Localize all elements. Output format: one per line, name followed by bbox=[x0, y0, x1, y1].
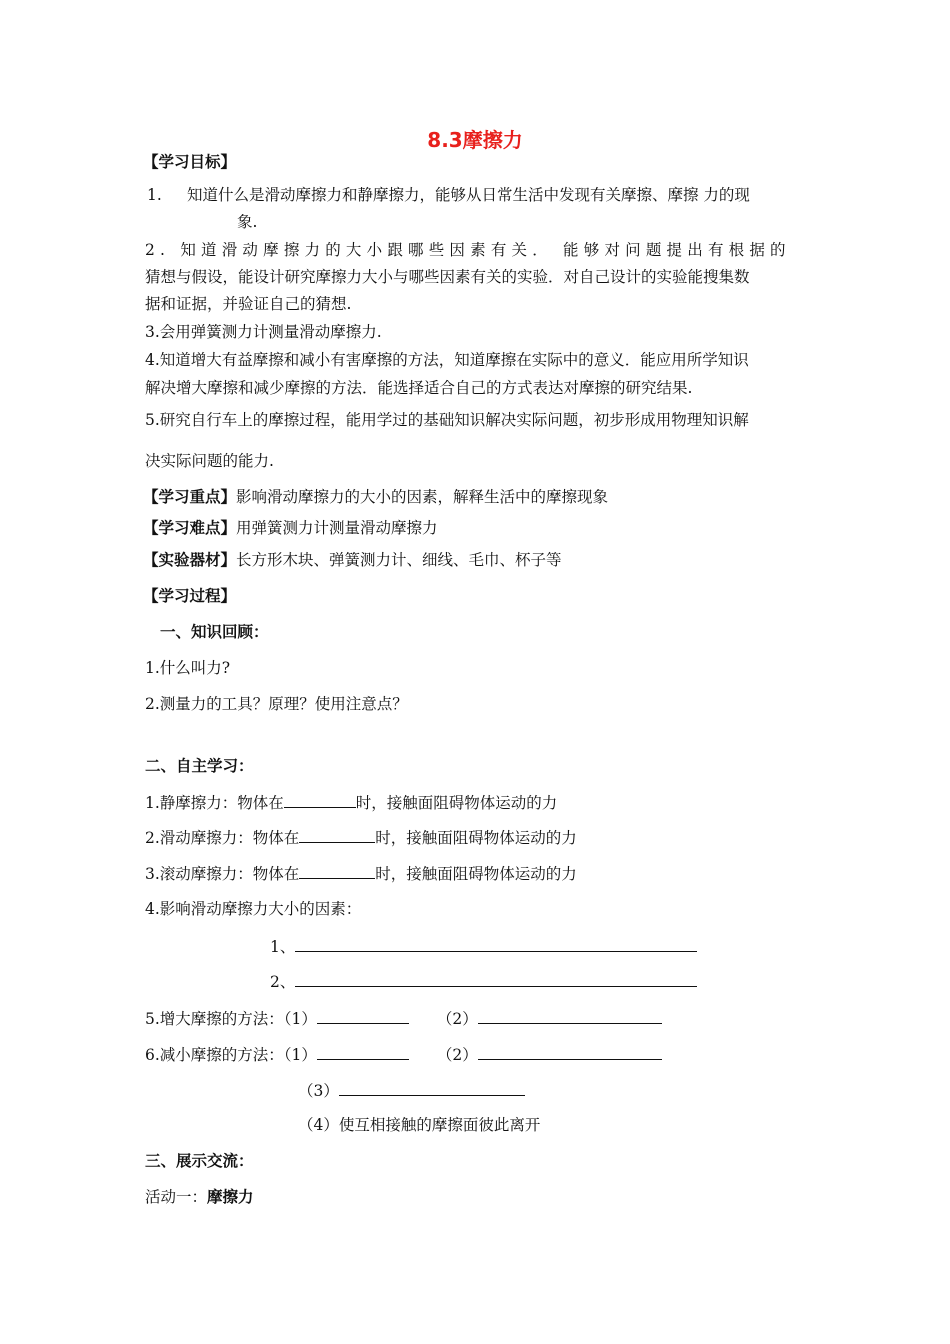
objective-3: 3.会用弹簧测力计测量滑动摩擦力. bbox=[145, 323, 382, 341]
key-point-row bbox=[143, 487, 608, 507]
self-study-q3 bbox=[145, 862, 577, 884]
decrease-p3-blank[interactable] bbox=[339, 1079, 525, 1096]
activity-row bbox=[145, 1187, 254, 1207]
q3-blank[interactable] bbox=[299, 862, 375, 879]
increase-p2-label: （2） bbox=[436, 1010, 478, 1028]
decrease-p2-label: （2） bbox=[436, 1046, 478, 1064]
factor-2-row bbox=[270, 970, 697, 992]
decrease-p3-row bbox=[298, 1079, 525, 1101]
factor-1-row bbox=[270, 935, 697, 957]
increase-friction-row bbox=[145, 1007, 662, 1029]
objective-2-line-1: 2. 知道滑动摩擦力的大小跟哪些因素有关． 能够对问题提出有根据的 bbox=[145, 241, 791, 259]
increase-label: 5.增大摩擦的方法： bbox=[145, 1010, 284, 1028]
q2-blank[interactable] bbox=[299, 826, 375, 843]
decrease-friction-row bbox=[145, 1043, 662, 1065]
q1-blank[interactable] bbox=[284, 791, 356, 808]
objective-1-line-2: 象. bbox=[237, 213, 258, 231]
review-question-2: 2.测量力的工具？原理？使用注意点？ bbox=[145, 695, 408, 713]
objective-4-line-1: 4.知道增大有益摩擦和减小有害摩擦的方法，知道摩擦在实际中的意义．能应用所学知识 bbox=[145, 351, 749, 369]
difficulty-row bbox=[143, 518, 438, 538]
q1-suffix: 时，接触面阻碍物体运动的力 bbox=[355, 794, 558, 812]
difficulty-label: 【学习难点】 bbox=[143, 518, 237, 537]
q2-suffix: 时，接触面阻碍物体运动的力 bbox=[375, 829, 577, 847]
objective-4-line-2: 解决增大摩擦和减少摩擦的方法．能选择适合自己的方式表达对摩擦的研究结果. bbox=[145, 379, 693, 397]
decrease-p1-blank[interactable] bbox=[317, 1043, 409, 1060]
key-point-text: 影响滑动摩擦力的大小的因素，解释生活中的摩擦现象 bbox=[236, 488, 609, 506]
difficulty-text: 用弹簧测力计测量滑动摩擦力 bbox=[236, 519, 438, 537]
increase-p1-blank[interactable] bbox=[317, 1007, 409, 1024]
self-study-q1 bbox=[145, 791, 557, 813]
decrease-p3-label: （3） bbox=[298, 1082, 339, 1100]
key-point-label: 【学习重点】 bbox=[143, 487, 237, 506]
page-title: 8.3摩擦力 bbox=[427, 128, 523, 152]
activity-label: 活动一： bbox=[145, 1188, 208, 1206]
self-study-q4: 4.影响滑动摩擦力大小的因素： bbox=[145, 900, 362, 918]
factor-1-label: 1、 bbox=[270, 938, 296, 956]
equipment-row bbox=[143, 550, 562, 570]
review-heading: 一、知识回顾： bbox=[160, 622, 269, 641]
decrease-p1-label: （1） bbox=[283, 1046, 317, 1064]
objective-2-line-3: 据和证据，并验证自己的猜想. bbox=[145, 295, 352, 313]
review-question-1: 1.什么叫力? bbox=[145, 659, 231, 677]
activity-title: 摩擦力 bbox=[207, 1187, 254, 1206]
decrease-p4: （4）使互相接触的摩擦面彼此离开 bbox=[298, 1116, 541, 1134]
objective-5-line-1: 5.研究自行车上的摩擦过程，能用学过的基础知识解决实际问题，初步形成用物理知识解 bbox=[145, 411, 749, 429]
objective-5-line-2: 决实际问题的能力. bbox=[145, 452, 274, 470]
factor-1-blank[interactable] bbox=[295, 935, 697, 952]
q3-suffix: 时，接触面阻碍物体运动的力 bbox=[375, 865, 577, 883]
factor-2-label: 2、 bbox=[270, 973, 296, 991]
show-heading: 三、展示交流： bbox=[145, 1151, 254, 1170]
self-study-heading: 二、自主学习： bbox=[145, 756, 254, 775]
objectives-heading: 【学习目标】 bbox=[143, 152, 237, 171]
equipment-label: 【实验器材】 bbox=[143, 550, 237, 569]
increase-p1-label: （1） bbox=[283, 1010, 317, 1028]
objective-1-line-1: 知道什么是滑动摩擦力和静摩擦力，能够从日常生活中发现有关摩擦、摩擦 力的现 bbox=[187, 186, 750, 204]
q3-prefix: 3.滚动摩擦力：物体在 bbox=[145, 865, 300, 883]
decrease-label: 6.减小摩擦的方法： bbox=[145, 1046, 284, 1064]
objective-1-number: 1. bbox=[147, 186, 162, 204]
decrease-p2-blank[interactable] bbox=[478, 1043, 662, 1060]
q1-prefix: 1.静摩擦力：物体在 bbox=[145, 794, 284, 812]
equipment-text: 长方形木块、弹簧测力计、细线、毛巾、杯子等 bbox=[236, 551, 562, 569]
self-study-q2 bbox=[145, 826, 577, 848]
objective-2-line-2: 猜想与假设，能设计研究摩擦力大小与哪些因素有关的实验．对自己设计的实验能搜集数 bbox=[145, 268, 750, 286]
increase-p2-blank[interactable] bbox=[478, 1007, 662, 1024]
q2-prefix: 2.滑动摩擦力：物体在 bbox=[145, 829, 300, 847]
factor-2-blank[interactable] bbox=[295, 970, 697, 987]
process-heading: 【学习过程】 bbox=[143, 586, 237, 605]
